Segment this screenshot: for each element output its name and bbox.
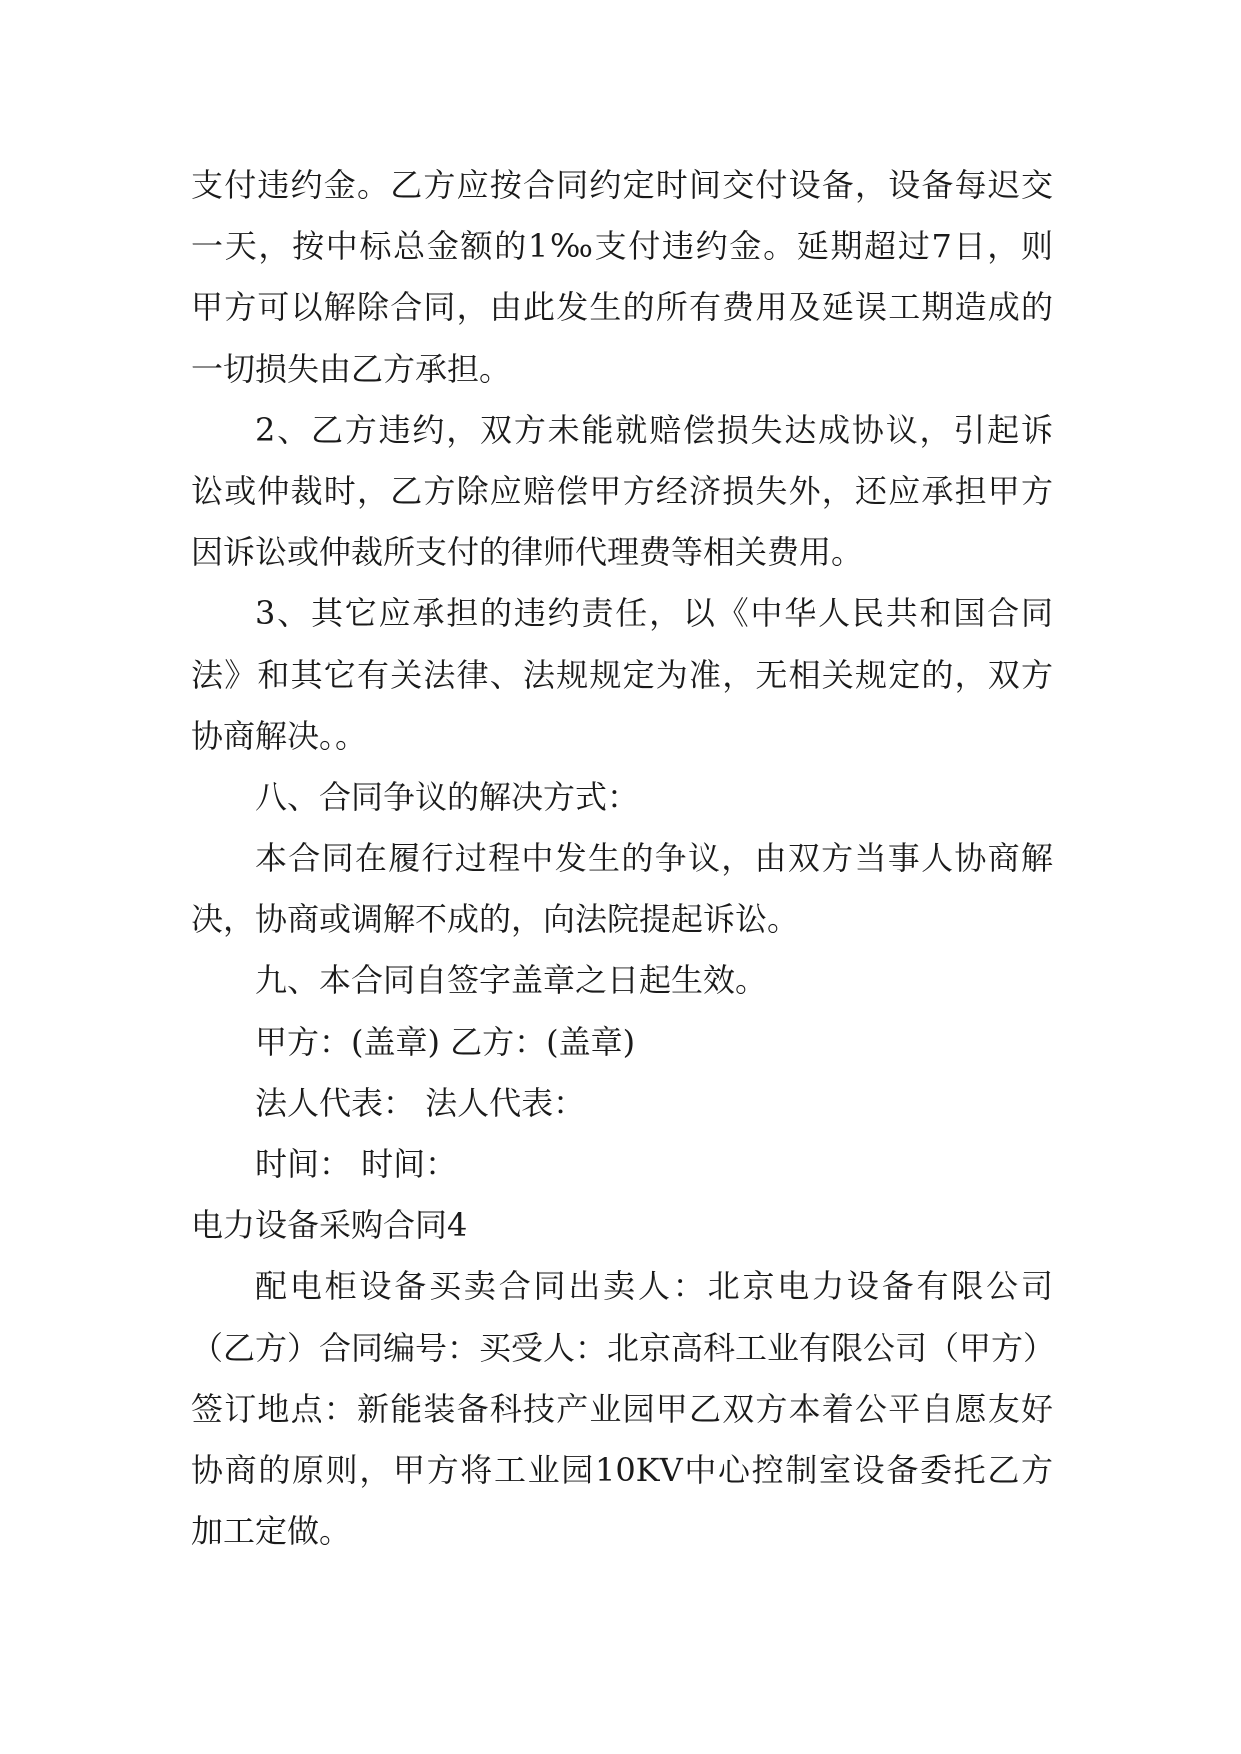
text-line: 协商的原则，甲方将工业园10KV中心控制室设备委托乙方: [191, 1450, 1053, 1489]
text-line: 决，协商或调解不成的，向法院提起诉讼。: [191, 900, 800, 939]
text-line: 本合同在履行过程中发生的争议，由双方当事人协商解: [255, 839, 1053, 878]
text-line: 3、其它应承担的违约责任，以《中华人民共和国合同: [255, 594, 1053, 633]
text-line: （乙方）合同编号：买受人：北京高科工业有限公司（甲方）: [191, 1328, 1056, 1367]
text-line: 协商解决。。: [191, 716, 368, 755]
text-line: 法》和其它有关法律、法规规定为准，无相关规定的，双方: [191, 655, 1053, 694]
signature-party-line: 甲方：(盖章) 乙方：(盖章): [255, 1022, 636, 1061]
text-line: 一天，按中标总金额的1‰支付违约金。延期超过7日，则: [191, 227, 1053, 266]
text-line: 因诉讼或仲裁所支付的律师代理费等相关费用。: [191, 533, 864, 572]
text-line: 支付违约金。乙方应按合同约定时间交付设备，设备每迟交: [191, 166, 1053, 204]
document-page: [191, 155, 1056, 1562]
text-line: 加工定做。: [191, 1512, 352, 1551]
signature-date-line: 时间： 时间：: [255, 1145, 458, 1183]
text-line: 签订地点：新能装备科技产业园甲乙双方本着公平自愿友好: [191, 1389, 1053, 1428]
section-heading: 八、合同争议的解决方式：: [255, 777, 640, 816]
contract-title: 电力设备采购合同4: [191, 1206, 468, 1245]
text-line: 2、乙方违约，双方未能就赔偿损失达成协议，引起诉: [255, 410, 1053, 449]
text-line: 一切损失由乙方承担。: [191, 349, 512, 388]
text-line: 讼或仲裁时，乙方除应赔偿甲方经济损失外，还应承担甲方: [191, 471, 1053, 510]
signature-representative-line: 法人代表： 法人代表：: [255, 1083, 586, 1122]
text-line: 甲方可以解除合同，由此发生的所有费用及延误工期造成的: [191, 288, 1053, 327]
text-line: 配电柜设备买卖合同出卖人：北京电力设备有限公司: [255, 1267, 1053, 1306]
section-heading: 九、本合同自签字盖章之日起生效。: [255, 961, 768, 1000]
